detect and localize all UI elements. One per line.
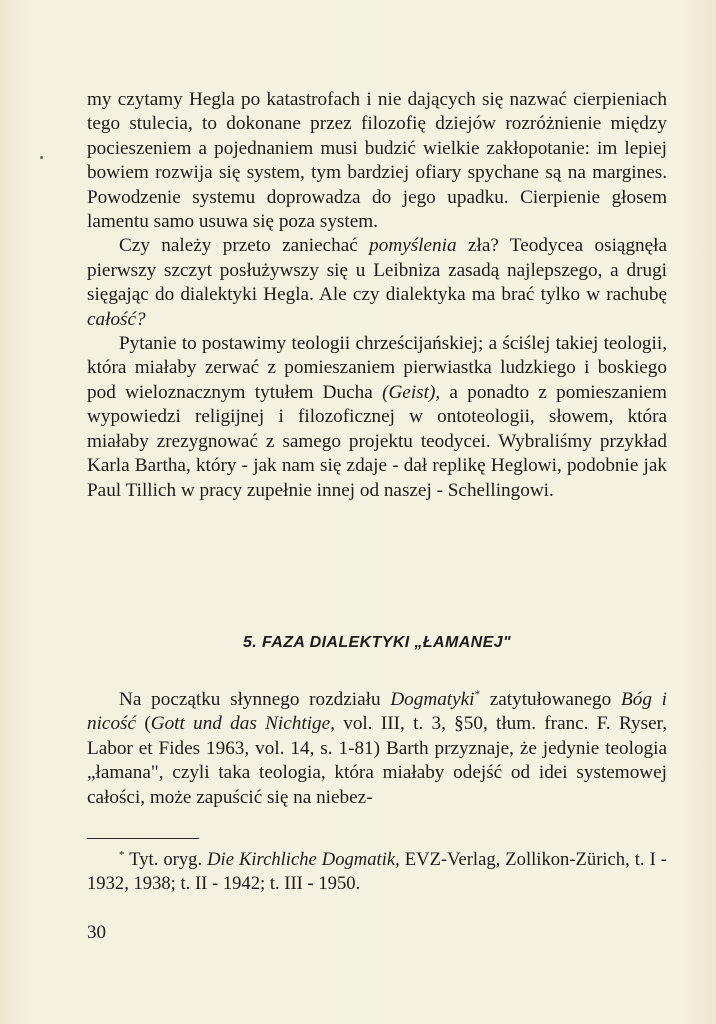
italic-run: całość? [87, 308, 146, 330]
section-heading: 5. FAZA DIALEKTYKI „ŁAMANEJ" [243, 634, 511, 651]
text-run: zła? Teodycea osiągnęła pierwszy szczyt posłużywszy się u Leibniza zasadą najlepszego, a drugi sięgając do dialektyki Hegla. Ale czy dialektyka ma brać tylko w rachubę [87, 235, 667, 306]
italic-run: (Geist), [382, 381, 441, 403]
footnote-divider [87, 838, 199, 839]
footnote-marker: * [119, 848, 125, 861]
page-number: 30 [87, 922, 106, 943]
text-run: Na początku słynnego rozdziału [119, 689, 391, 710]
body-text [87, 88, 667, 503]
paragraph-1 [87, 88, 667, 234]
text-run: my czytamy Hegla po katastrofach i nie dających się nazwać cierpieniach tego stulecia, to dokonane przez filozofię dziejów rozróżnienie między pocieszeniem a pojednaniem musi budzić wielkie zakłopotanie: im lepiej bowiem rozwija się system, tym bardziej ofiary spychane są na margines. Powodzenie systemu doprowadza do jego upadku. Cierpienie głosem lamentu samo usuwa się poza system. [87, 89, 667, 233]
text-run: zatytułowanego [480, 689, 621, 710]
italic-run: pomyślenia [369, 235, 457, 257]
text-run: Czy należy przeto zaniechać [119, 235, 370, 257]
text-run: Pytanie to postawimy teologii chrześcijańskiej; a ściślej takiej teologii, która miałaby zerwać z pomieszaniem pierwiastka ludzkiego i boskiego pod wieloznacznym tytułem Ducha [87, 333, 667, 403]
footnote-marker: * [474, 688, 481, 701]
footnote [87, 848, 667, 896]
italic-run: Bóg i nicość [87, 689, 667, 735]
italic-run: Die Kirchliche Dogmatik, [207, 849, 400, 870]
italic-run: Gott und das Nichtige, [150, 713, 335, 735]
section-body [87, 688, 667, 810]
text-run: a ponadto z pomieszaniem wypowiedzi religijnej i filozoficznej w ontoteologii, słowem, która miałaby zrezygnować z samego projektu teodycei. Wybraliśmy przykład Karla Bartha, który - jak nam się zdaje - dał replikę Heglowi, podobnie jak Paul Tillich w pracy zupełnie innej od naszej - Schellingowi. [87, 381, 667, 501]
text-run: vol. III, t. 3, §50, tłum. franc. F. Ryser, Labor et Fides 1963, vol. 14, s. 1-81) Barth przyznaje, że jedynie teologia „łamana", czyli taka teologia, która miałaby odejść od idei systemowej całości, może zapuścić się na niebez- [87, 713, 668, 808]
text-run: EVZ-Verlag, Zollikon-Zürich, t. I - 1932, 1938; t. II - 1942; t. III - 1950. [87, 849, 667, 894]
text-run: ( [136, 713, 151, 735]
paragraph-4 [87, 688, 667, 810]
text-run: Tyt. oryg. [124, 849, 208, 870]
scan-speck [40, 156, 43, 159]
paragraph-2 [87, 234, 667, 332]
paragraph-3 [87, 332, 667, 503]
italic-run: Dogmatyki [390, 689, 475, 710]
